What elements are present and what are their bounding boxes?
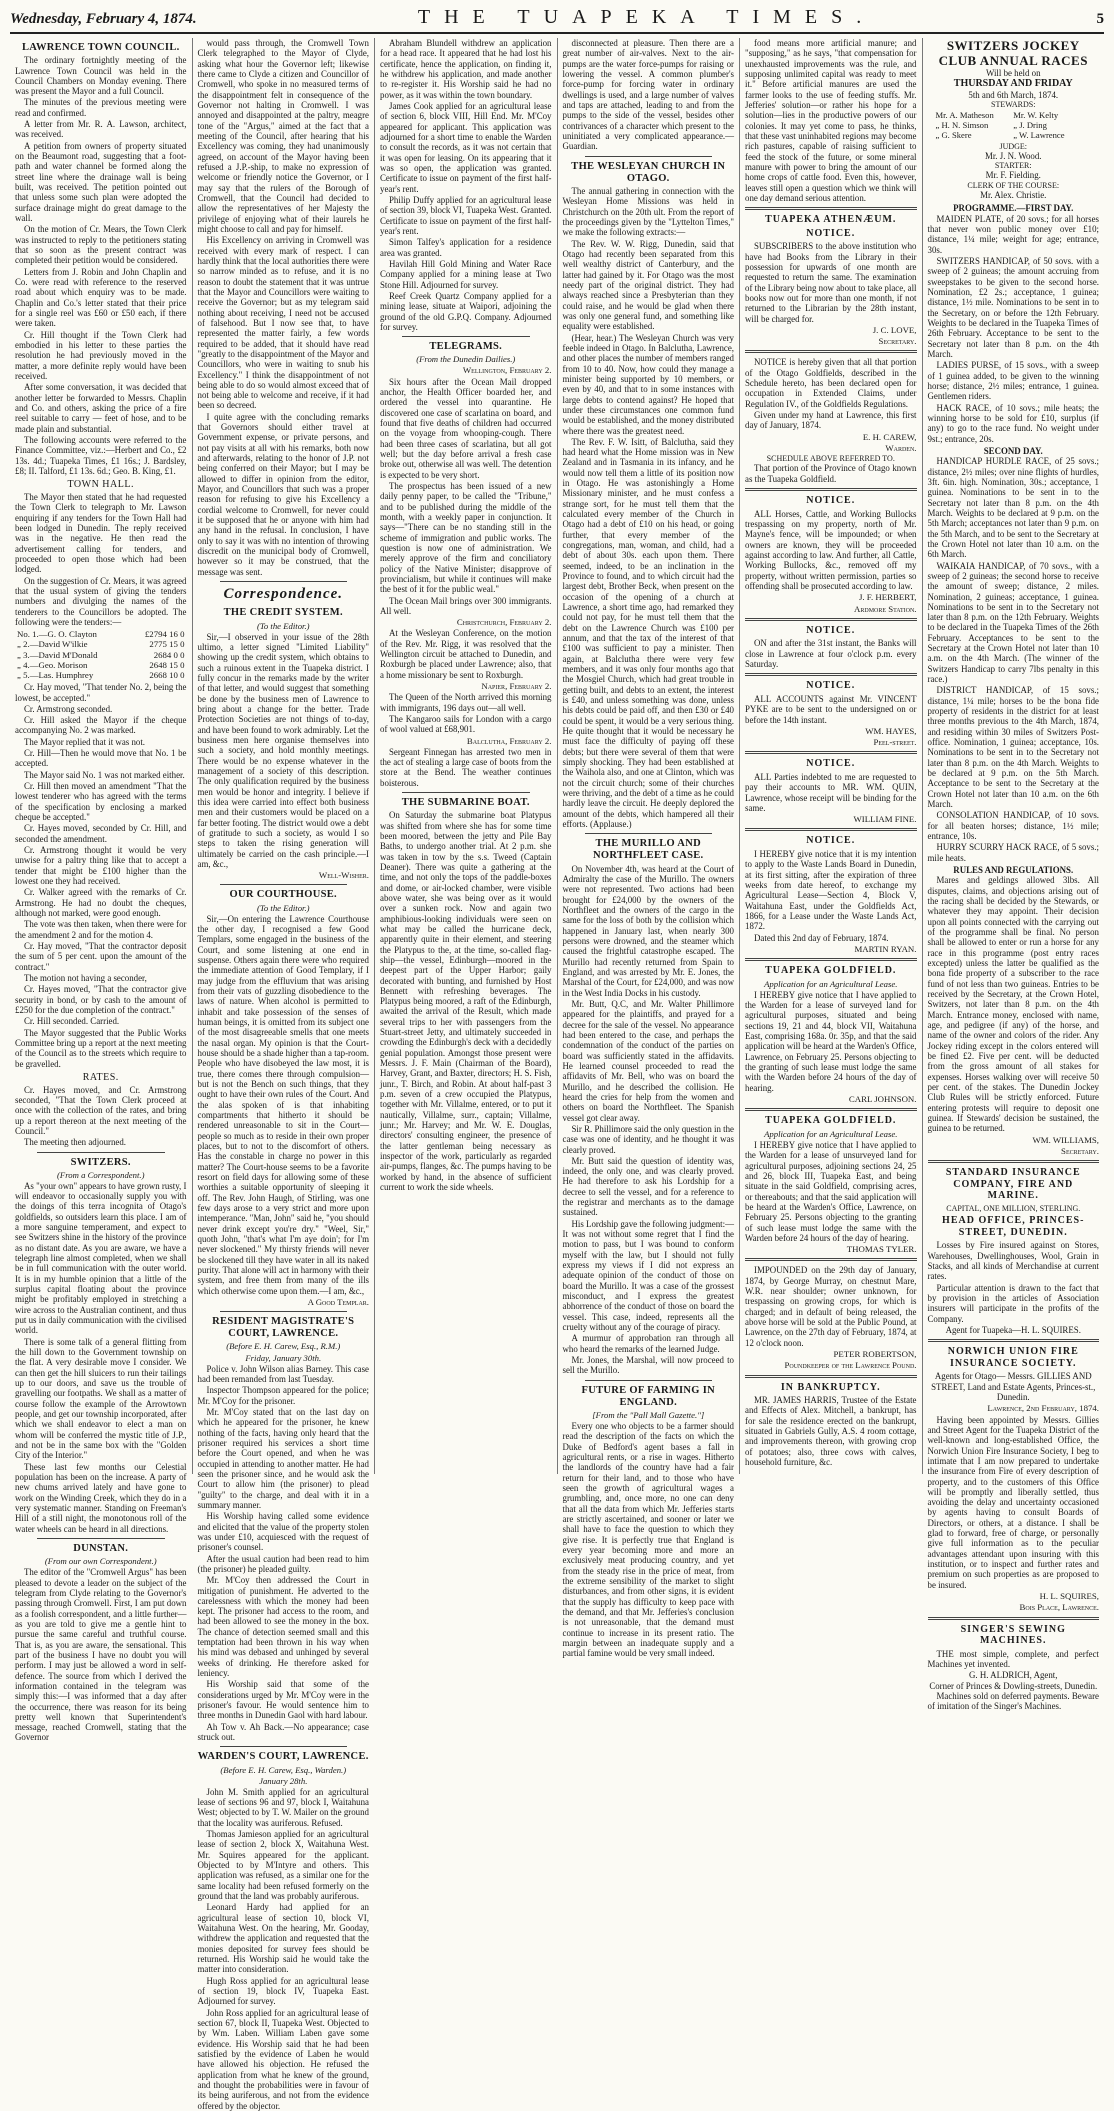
- list-item: Mr. A. Matheson: [935, 109, 994, 120]
- paragraph: NOTICE is hereby given that all that portion of the Otago Goldfields, described in the Schedule hereto, has been declared open for occupation in Extended Claims, under Regulation IV., of the Goldfields Regulations.: [745, 357, 917, 409]
- paragraph: After the usual caution had been read to him (the prisoner) he pleaded guilty.: [197, 1553, 369, 1574]
- ad-subtitle: Application for an Agricultural Lease.: [764, 978, 898, 989]
- paragraph: Ah Tow v. Ah Back.—No appearance; case struck out.: [197, 1721, 369, 1743]
- divider: [220, 581, 348, 582]
- dateline: January 28th.: [259, 1775, 308, 1786]
- ad-norwich-title: NORWICH UNION FIRE INSURANCE SOCIETY.: [947, 1346, 1079, 1369]
- starter-heading: STARTER:: [994, 161, 1032, 171]
- tender-name: „ 3.—David M'Donald: [17, 649, 98, 660]
- divider: [745, 673, 917, 676]
- paragraph: Cr. Hayes moved, seconded by Cr. Hill, and seconded the amendment.: [15, 823, 187, 844]
- ad-races-title: SWITZERS JOCKEY CLUB ANNUAL RACES: [938, 38, 1088, 69]
- paragraph: These last few months our Celestial population has been on the increase. A party of new chums arrived lately and have gone to work on the Winding Creek, which they do in a very systematic manner. Standing on Freeman's Hill of a still night, the monotonous roll of the water wheels can be heard in all directions.: [15, 1461, 187, 1534]
- signature: PETER ROBERTSON,: [833, 1349, 917, 1360]
- paragraph: Cr. Walker agreed with the remarks of Cr. Armstrong. He had no doubt the cheques, although not marked, were good enough.: [15, 887, 187, 919]
- dateline: Friday, January 30th.: [245, 1352, 322, 1363]
- paragraph: His Worship said that some of the considerations urged by Mr. M'Coy were in the prisoner's favour. He would sentence him to three months in Dunedin Gaol with hard labour.: [197, 1679, 369, 1721]
- paragraph: food means more artificial manure; and "supposing," as he says, "that compensation for unexhausted improvements was the rule, and supposing unlimited capital was ready to meet it." Before artificial manures are used the farmer looks to the use of feeding stuffs. Mr. Jefferies' solution—or rather his hope for a solution—lies in the productive powers of our colonies. It may yet come to pass, he thinks, that these vast uninhabited regions may become rich pastures, capable of raising sufficient to feed the stock of the future, or some mineral manure with power to bring the amount of our home crops of cattle food. Even this, however, leaves still open a question which we think will one day demand serious attention.: [745, 38, 917, 203]
- paragraph: ALL Parties indebted to me are requested to pay their accounts to MR. WM. QUIN, Lawrence, whose receipt will be binding for the same.: [745, 771, 917, 813]
- divider: [928, 1617, 1100, 1620]
- column-4: [557, 38, 740, 1659]
- paragraph: At the Wesleyan Conference, on the motion of the Rev. Mr. Rigg, it was resolved that the Wellington circuit be attached to Dunedin, and Roxburgh be placed under Lawrence; also, that a home missionary be sent to Roxburgh.: [380, 628, 552, 680]
- signature: H. L. SQUIRES,: [1039, 1591, 1099, 1602]
- paragraph: The meeting then adjourned.: [24, 1137, 127, 1148]
- dateline: Wellington, February 2.: [462, 365, 552, 376]
- column-6: [922, 38, 1105, 1712]
- paragraph: The annual gathering in connection with the Wesleyan Home Missions was held in Christchurch on the 20th ult. From the report of the proceedings given by the "Lyttelton Times," we make the following extracts:—: [562, 185, 734, 238]
- paragraph: The minutes of the previous meeting were read and confirmed.: [15, 97, 187, 118]
- paragraph: Cr. Hill then moved an amendment "That the lowest tenderer who has agreed with the terms of the specification by enclosing a marked cheque be accepted.": [15, 781, 187, 823]
- ad-notice-title: NOTICE.: [806, 495, 856, 507]
- paragraph: Simon Talfey's application for a residence area was granted.: [380, 237, 552, 258]
- headline-murillo-case: THE MURILLO AND NORTHFLEET CASE.: [593, 838, 704, 862]
- list-item: „ H. N. Simson: [935, 119, 989, 130]
- signature-title: Secretary.: [878, 336, 917, 347]
- paragraph: Cr. Hayes moved, and Cr. Armstrong seconded, "That the Town Clerk proceed at once with the collection of the rates, and bring up a report thereon at the next meeting of the Council.": [15, 1084, 187, 1136]
- signature: MARTIN RYAN.: [854, 943, 917, 954]
- ad-notice-title: NOTICE.: [806, 624, 856, 636]
- races-when: Will be held on: [985, 68, 1041, 79]
- headline-submarine-boat: THE SUBMARINE BOAT.: [401, 797, 530, 809]
- paragraph: Mares and geldings allowed 3lbs. All disputes, claims, and objections arising out of the racing shall be decided by the Stewards, or whatever they may appoint. Their decision upon all points connected with the carrying out of the programme shall be final. No person shall be allowed to enter or run a horse for any race in this programme (post entry races excepted) unless the latter be qualified as the bona fide property of a subscriber to the race fund of not less than two guineas. Entries to be received by the Secretary, at the Crown Hotel, Switzers, not later than 8 p.m. on the 4th March. Entrance money, enclosed with name, age, and pedigree (if any) of the horse, and name of the owner and colors of the rider. Any Jockey riding except in the colors entered will be fined £2. Five per cent. will be deducted from the gross amount of all stakes for expenses. Horses walking over will receive 50 per cent. of the stakes. The Dunedin Jockey Club Rules will be strictly enforced. Future entering protests will require to deposit one guinea. If Stewards' decision be sustained, the guinea to be returned.: [927, 875, 1099, 1134]
- paragraph: His Worship having called some evidence and elicited that the value of the property stolen was under £10, acquiesced with the request of prisoner's counsel.: [197, 1511, 369, 1553]
- paragraph: The Queen of the North arrived this morning with immigrants, 196 days out—all well.: [380, 692, 552, 713]
- paragraph: On the suggestion of Cr. Mears, it was agreed that the usual system of giving the tenders numbers and divulging the names of the tenderers to the Councillors be adopted. The following were the tenders:—: [15, 575, 187, 627]
- paragraph: The following accounts were referred to the Finance Committee, viz.:—Herbert and Co., £2 13s. 4d.; Tuapeka Times, £1 16s.; J. Bardsley, £8; II. Talford, £1 13s. 6d.; Geo. B. King, £1.: [15, 434, 187, 476]
- table-row: [15, 660, 187, 670]
- paragraph: ALL Horses, Cattle, and Working Bullocks trespassing on my property, north of Mr. Mayne's fence, will be impounded; or when owners are known, they will be proceeded against according to law. And further, all Cattle, Working Bullocks, &c., removed off my property, without written permission, parties so offending shall be prosecuted according to law.: [745, 508, 917, 591]
- stewards-list: [936, 111, 1092, 141]
- divider: [745, 488, 917, 491]
- paragraph: The motion not having a seconder,: [24, 973, 147, 984]
- paragraph: After some conversation, it was decided that another letter be forwarded to Messrs. Chaplin and Co. and others, asking the price of a fire reel suitable to carry — feet of hose, and to be made plain and substantial.: [15, 382, 187, 434]
- divider: [220, 884, 348, 885]
- race-entry: MAIDEN PLATE, of 20 sovs.; for all horses that never won public money over £10; distance, 1¼ mile; weight for age; entrance, 30s.: [927, 213, 1099, 255]
- races-days: THURSDAY AND FRIDAY: [953, 78, 1073, 90]
- paragraph: The editor of the "Cromwell Argus" has been pleased to devote a leader on the subject of the telegram from Clyde relating to the Governor's passing through Cromwell. First, I am put down as a foolish correspondent, and a little further—as you are told to give me a gentle hint to pursue the same careful and truthful course. That is, as you are aware, the sensational. This part of the business I have no doubt you will perform. I may just be allowed a word in self-defence. The source from which I derived the information contained in the telegram was simply this:—I was informed that a day after the occurrence, there was reason for its being pretty well known that Superintendent's message, reached Cromwell, stating that the Governor: [15, 1567, 187, 1743]
- paragraph: I HEREBY give notice that it is my intention to apply to the Waste Lands Board in Dunedin, at its first sitting, after the expiration of three weeks from date hereof, to exchange my Agricultural Lease—Section 4, Block V, Waitahuna East, under the Goldfields Act, 1866, for a Lease under the Waste Lands Act, 1872.: [745, 848, 917, 932]
- paragraph: Cr. Hill asked the Mayor if the cheque accompanying No. 2 was marked.: [15, 715, 187, 736]
- paragraph: The Mayor then stated that he had requested the Town Clerk to telegraph to Mr. Lawson enquiring if any tenders for the Town Hall had been lodged in Dunedin. The reply received was in the negative. He then read the advertisement calling for tenders, and proceeded to open those which had been lodged.: [15, 491, 187, 575]
- paragraph: A murmur of approbation ran through all who heard the remarks of the learned Judge.: [562, 1333, 734, 1354]
- byline: (From a Correspondent.): [57, 1169, 145, 1180]
- signature: Well-Wisher.: [318, 870, 369, 881]
- paragraph: Mr. M'Coy then addressed the Court in mitigation of punishment. He adverted to the carelessness with which the money had been kept. The prisoner had access to the room, and had been allowed to see the money in the box. The chance of detection seemed small and this temptation had been thrown in his way when his mind was debased and unhinged by several weeks of drinking. He therefore asked for leniency.: [197, 1575, 369, 1679]
- paragraph: On November 4th, was heard at the Court of Admiralty the case of the Murillo. The owners were not represented. Two actions had been brought for £24,000 by the owners of the Northfleet and the owners of the cargo in the same for the loss of both by the collision which happened in January last, when nearly 300 persons were drowned, and the steamer which caused the frightful catastrophe escaped. The Murillo had recently returned from Spain to England, and was arrested by Mr. E. Jones, the Marshal of the Court, for £24,000, and was now in the West India Docks in his custody.: [562, 863, 734, 998]
- paragraph: Particular attention is drawn to the fact that by provision in the articles of Association insurers will participate in the profits of the Company.: [927, 1282, 1099, 1324]
- paragraph: I quite agree with the concluding remarks that Governors should either travel at Government expense, or private persons, and not pay visits at all with his remarks, both now and afterwards, relating to the honor of J.P. not being conferred on their Mayor; but I may be allowed to differ in opinion from the editor, Mayor, and Councillors that such was a proper reason for refusing to give his Excellency a cordial welcome to Cromwell, for never could it be supposed that he or anyone with him had any hand in the refusal. In conclusion, I have only to say it was with no intention of throwing discredit on the municipal body of Cromwell, however so it may be construed, that the message was sent.: [197, 411, 369, 577]
- race-entry: WAIKAIA HANDICAP, of 70 sovs., with a sweep of 2 guineas; the second horse to receive the amount of sweep; distance, 2 miles. Nomination, 2 guineas; acceptance, 1 guinea. Nominations to be sent in to the Secretary not later than 8 p.m. on the 12th February. Weights to be declared in the Tuapeka Times of the 26th February. Acceptances to be sent to the Secretary at the Crown Hotel not later than 10 a.m. on the 4th March. (The winner of the Switzers Handicap to carry 7lbs penalty in this race.): [927, 560, 1099, 685]
- paragraph: That portion of the Province of Otago known as the Tuapeka Goldfield.: [745, 463, 917, 484]
- divider: [220, 1746, 348, 1747]
- headline-wesleyan-church: THE WESLEYAN CHURCH IN OTAGO.: [571, 160, 726, 184]
- list-item: „ W. Lawrence: [1013, 129, 1065, 140]
- divider: [37, 1152, 165, 1153]
- byline: (Before E. H. Carew, Esq., R.M.): [226, 1341, 341, 1352]
- signature: CARL JOHNSON.: [848, 1094, 917, 1105]
- tender-name: „ 2.—David W'ilkie: [17, 639, 88, 650]
- ad-goldfield-title: TUAPEKA GOLDFIELD.: [765, 1115, 897, 1127]
- tender-name: „ 5.—Las. Humphrey: [17, 669, 94, 680]
- signature-title: Peel-street.: [873, 737, 917, 748]
- race-entry: CONSOLATION HANDICAP, of 10 sovs. for all beaten horses; distance, 1½ mile; entrance, 10s.: [927, 810, 1099, 842]
- judge-name: Mr. J. N. Wood.: [984, 150, 1042, 161]
- ad-notice-title: NOTICE.: [806, 680, 856, 692]
- column-2: [192, 38, 375, 2111]
- headline-future-of-farming: FUTURE OF FARMING IN ENGLAND.: [581, 1384, 715, 1408]
- paragraph: Sergeant Finnegan has arrested two men in the act of stealing a large case of boots from the store at the Bend. The weather continues boisterous.: [380, 746, 552, 788]
- paragraph: I HEREBY give notice that I have applied to the Warden for a lease of surveyed land for agricultural purposes, situated and being sections 19, 21 and 44, block VII, Waitahuna East, comprising 168a. 0r. 35p, and that the said application will be heard at the Warden's Office, Lawrence, on February 25. Persons objecting to the granting of such lease must lodge the same with the Warden before 24 hours of the day of hearing.: [745, 989, 917, 1093]
- paragraph: Mr. Butt said the question of identity was, indeed, the only one, and was clearly proved. He had therefore to ask his Lordship for a decree to sell the vessel, and for a reference to the registrar and merchants as to the damage sustained.: [562, 1155, 734, 1218]
- races-dates: 5th and 6th March, 1874.: [968, 90, 1059, 101]
- signature: J. F. HERBERT,: [858, 592, 917, 603]
- paragraph: Six hours after the Ocean Mail dropped anchor, the Health Officer boarded her, and ordered the vessel into quarantine. He discovered one case of scarlatina on board, and found that five deaths of children had occurred on the voyage from whooping-cough. There had been three cases of scarlatina, but all got well; but the day before arrival a fresh case broke out, otherwise all was well. The detention is expected to be very short.: [380, 376, 552, 480]
- paragraph: The Rev. F. W. Isitt, of Balclutha, said they had heard what the Home mission was in New Zealand and in Tasmania in its infancy, and he would now tell them a little of its position now in Otago. He was astonishingly a Home Missionary minister, and he must confess a strange sort, for he must tell them that the calculated every member of the Church in Otago had a debt of £10 on his head, or going further, that every member of the congregations, man, woman, and child, had a debt of about 30s. each upon them. There seemed, indeed, to be an inclination in the Province to found, and to which circuit had the largest debt, Brother Beck, when present on the occasion of the opening of a church at Lawrence, a short time ago, had remarked they could not pay, for he must tell them that the debt on the Lawrence Church was £100 per annum, and that the tax of the interest of that £100 was sufficient to pay a minister. Then again, at Balclutha there were very few members, and it was only four months ago that the Mosgiel Church, which had great trouble in getting built, and debts to an extent, the interest is £40, and unless something was done, unless his debts could be paid off, and then £30 or £40 could be spent, it would be a very serious thing. He quite thought that it would be necessary he must face the difficulty of paying off these debts; but there were several of them that were simply shocking. They had been established at the Waihola also, and one at Clinton, which was not the circuit church; some of their churches were thriving, and the debt of a time as he could hardly leave the circuit. He deeply deplored the amount of the debts, which hampered all their efforts. (Applause.): [562, 436, 734, 829]
- paragraph: Sir R. Phillimore said the only question in the case was one of identity, and he thought it was clearly proved.: [562, 1123, 734, 1155]
- paragraph: Mr. Butt, Q.C, and Mr. Walter Phillimore appeared for the plaintiffs, and prayed for a decree for the sale of the vessel. No appearance had been entered to the case, and perhaps the condemnation of the conduct of the parties on board was sufficiently stated in the affidavits. He learned counsel proceeded to read the affidavits of Mr. Bell, who was on board the Murillo, and he described the collision. He heard the cries for help from the women and others on board the Northfleet. The Spanish vessel got clear away.: [562, 998, 734, 1123]
- ad-notice-title: NOTICE.: [806, 227, 856, 239]
- headline-rm-court: RESIDENT MAGISTRATE'S COURT, LAWRENCE.: [212, 1316, 355, 1340]
- signature-title: Poundkeeper of the Lawrence Pound.: [784, 1360, 917, 1371]
- masthead: [10, 6, 1104, 34]
- dateline: Christchurch, February 2.: [456, 617, 552, 628]
- insurance-office: HEAD OFFICE, PRINCES-STREET, DUNEDIN.: [942, 1215, 1085, 1238]
- signature: E. H. CAREW,: [862, 431, 917, 442]
- paragraph: Hugh Ross applied for an agricultural lease of section 19, block IV, Tuapeka East. Adjourned for survey.: [197, 1975, 369, 2007]
- divider: [585, 833, 713, 834]
- headline-town-council: LAWRENCE TOWN COUNCIL.: [21, 42, 180, 53]
- page-number: 5: [1096, 11, 1104, 27]
- divider: [745, 751, 917, 754]
- paragraph: Abraham Blundell withdrew an application for a head race. It appeared that he had lost his certificate, hence the application, on finding it, he withdrew his application, and made another to re-register it. His Worship said he had no power, as it was within the town boundary.: [380, 38, 552, 100]
- column-1: [10, 38, 192, 1743]
- paragraph: IMPOUNDED on the 29th day of January, 1874, by George Murray, on chestnut Mare, W.R. near shoulder; owner unknown, for trespassing on growing crops, for which is charged; and in default of being released, the above horse will be sold at the Public Pound, at Lawrence, on the 27th day of February, 1874, at 12 o'clock noon.: [745, 1265, 917, 1348]
- ad-athenaeum-title: TUAPEKA ATHENÆUM.: [765, 214, 897, 226]
- divider: [585, 1380, 713, 1381]
- paragraph: THE most simple, complete, and perfect Machines yet invented.: [927, 1648, 1099, 1670]
- list-item: Mr. W. Kelty: [1013, 109, 1059, 120]
- divider: [928, 1160, 1100, 1163]
- paragraph: Every one who objects to be a farmer should read the description of the facts on which the Duke of Bedford's agent bases a fall in agricultural rents, or a rise in wages. Hitherto the landlords of the country have had a fair return for their land, and to those who have seen the growth of agricultural wages a grumbling, and, once more, no one can deny that all the data from which Mr. Jefferies starts are strictly ascertained, and sooner or later we shall have to face the question to which they give rise. It is perfectly true that England is every year becoming more and more an exclusively meat producing country, and yet from the steady rise in the price of meat, from the extreme sensibility of the market to slight disturbances, and from other signs, it is evident that the supply has difficulty to keep pace with the demand, and that Mr. Jefferies's conclusion is not unreasonable, that the demand must continue to increase in its present ratio. The margin between an inadequate supply and a partial famine would be very small indeed.: [562, 1421, 734, 1659]
- subhead-town-hall: TOWN HALL.: [67, 479, 134, 491]
- divider: [402, 792, 530, 793]
- headline-wardens-court: WARDEN'S COURT, LAWRENCE.: [197, 1751, 369, 1763]
- paragraph: ON and after the 31st instant, the Banks will close in Lawrence at four o'clock p.m. every Saturday.: [745, 638, 917, 669]
- signature-title: Bois Place, Lawrence.: [1019, 1602, 1099, 1613]
- paragraph: The Rev. W. W. Rigg, Dunedin, said that Otago had recently been separated from this well wealthy district of Canterbury, and the latter had gained by it. For Otago was the most needy part of the original district. They had always reached since a Presbyterian than they could raise, and he would be glad when there was only one general fund, and something like equality were established.: [562, 238, 734, 332]
- tenders-table: [15, 629, 187, 680]
- paragraph: SUBSCRIBERS to the above institution who have had Books from the Library in their possession for upwards of one month are requested to return the same. The examination of the Library being now about to take place, all books now out for more than one month, if not returned to the Librarian by the 28th instant, will be charged for.: [745, 241, 917, 324]
- insurance-agent: Agent for Tuapeka—H. L. SQUIRES.: [945, 1324, 1081, 1335]
- paragraph: Thomas Jamieson applied for an agricultural lease of section 2, block X, Waitahuna West. Mr. Squires appeared for the applicant. Objected to by M'Intyre and others. This application was refused, as a similar one for the same locality had been refused formerly on the ground that the land was probably auriferous.: [197, 1829, 369, 1902]
- paragraph: Sir,—I observed in your issue of the 28th ultimo, a letter signed "Limited Liability" showing up the credit system, which obtains to such a ruinous extent in the Tuapeka district. I fully concur in the remarks made by the writer of that letter, and would suggest that something be done by the business men of Lawrence to bring about a change for the better. Trade Protection Societies are not things of to-day, and have been found to work admirably. Let the business men here organise themselves into such a society, and hold monthly meetings. There would be no expense whatever in the management of a society of this description. The only qualification required by the business men would be honor and integrity. I believe if this idea were carried into effect both business men and their customers would be placed on a far better footing. The district would owe a debt of gratitude to such a society, as would I so steps to taken the rising generation will ultimately be carried on the cash principle.—I am, &c.,: [197, 631, 369, 869]
- schedule-heading: SCHEDULE ABOVE REFERRED TO.: [766, 454, 895, 464]
- signature-title: Secretary.: [1061, 1145, 1099, 1156]
- paragraph: James Cook applied for an agricultural lease of section 6, block VIII, Hill End. Mr. M'Coy appeared for applicant. This application was adjourned for a short time to enable the Warden to consult the records, as it was not certain that it was open for leasing. On its appearing that it was so open, the application was granted. Certificate to issue on payment of the first half-year's rent.: [380, 100, 552, 194]
- clerk-name: Mr. Alex. Christie.: [980, 190, 1047, 201]
- headline-switzers: SWITZERS.: [70, 1156, 131, 1168]
- signature: J. C. LOVE,: [872, 325, 917, 336]
- column-3: [374, 38, 557, 1474]
- race-entry: LADIES PURSE, of 15 sovs., with a sweep of 1 guinea added, to be given to the winning horse; distance, 2½ miles; entrance, 1 guinea. Gentlemen riders.: [927, 360, 1099, 402]
- paragraph: As "your own" appears to have grown rusty, I will endeavor to occasionally supply you with the doings of this terra incognita of Otago's goldfields, so outsiders learn this place. I am of a more sanguine temperament, and expect to see Switzers shine in the history of the province as no distant date. As you are aware, we have a telegraph line almost completed, when we shall be in full communication with the outer world. It is in my humble opinion that a little of the surplus capital floating about the province might be profitably employed in stretching a wire across to the Australian continent, and thus put us in daily communication with the civilised world.: [15, 1180, 187, 1336]
- divider: [585, 156, 713, 157]
- subhead-rates: RATES.: [82, 1071, 119, 1083]
- clerk-heading: CLERK OF THE COURSE:: [967, 180, 1060, 190]
- paragraph: His Excellency on arriving in Cromwell was received with every mark of respect. I can hardly think that the local authorities there were so narrow minded as to refuse, and it is no reason to doubt the statement that it was untrue that the Mayor and Councillors were waiting to receive the Governor; but as my telegram said nothing about receiving, I need not be accused of falsehood. But I now see that, to have represented the matter fairly, a few words required to be added, that it should have read "greatly to the disappointment of the Mayor and Councillors, who were in waiting to snub his Excellency." I think the disappointment of not being able to do so would almost exceed that of not being able to welcome and receive, if it had been so decreed.: [197, 235, 369, 411]
- newspaper-title: THE TUAPEKA TIMES.: [417, 6, 876, 28]
- judge-heading: JUDGE:: [999, 141, 1028, 151]
- headline-courthouse: OUR COURTHOUSE.: [229, 889, 337, 901]
- paragraph: The ordinary fortnightly meeting of the Lawrence Town Council was held in the Council Chambers on Monday evening. There was present the Mayor and a full Council.: [15, 55, 187, 97]
- dateline: Lawrence, 2nd February, 1874.: [987, 1403, 1099, 1414]
- paragraph: Given under my hand at Lawrence, this first day of January, 1874.: [745, 410, 917, 431]
- race-entry: DISTRICT HANDICAP, of 15 sovs.; distance, 1¼ mile; horses to be the bona fide property of residents in the district for at least three months previous to the 4th March, 1874, and residing within 30 miles of Switzers Post-office. Nomination, 1 guinea; acceptance, 10s. Nominations to be sent in to the Secretary not later than 8 p.m. on the 4th March. Weights to be declared at 9 p.m. on the 5th March. Acceptance to be sent to the Secretary at the Crown Hotel not later than 10 a.m. on the 6th March.: [927, 685, 1099, 810]
- table-row: [15, 650, 187, 660]
- paragraph: Cr. Hay moved, "That the contractor deposit the sum of 5 per cent. upon the amount of the contract.": [15, 941, 187, 972]
- paragraph: ALL ACCOUNTS against Mr. VINCENT PYKE are to be sent to the undersigned on or before the 14th instant.: [745, 693, 917, 725]
- paragraph: Police v. John Wilson alias Barney. This case had been remanded from last Tuesday.: [197, 1363, 369, 1384]
- paragraph: Machines sold on deferred payments. Beware of imitation of the Singer's Machines.: [927, 1691, 1099, 1712]
- race-entry: HACK RACE, of 10 sovs.; mile heats; the winning horse to be sold for £10, surplus (if any) to go to the race fund. No weight under 9st.; entrance, 20s.: [927, 402, 1099, 444]
- signature-title: Ardmore Station.: [854, 603, 917, 614]
- tender-amount: 2684 0 0: [153, 649, 185, 660]
- race-entry: SWITZERS HANDICAP, of 50 sovs. with a sweep of 2 guineas; the amount accruing from sweepstakes to be given to the second horse. Nomination, £2 2s.; acceptance, 1 guinea; distance, 1½ mile. Nominations to be sent in to the Secretary, on or before the 12th February. Weights to be declared in the Tuapeka Times of 26th February. Acceptance to be sent to the Secretary not later than 8 p.m. on the 4th March.: [927, 256, 1099, 359]
- paragraph: Cr. Armstrong seconded.: [24, 703, 113, 714]
- singer-agent: G. H. ALDRICH, Agent,: [968, 1670, 1058, 1681]
- paragraph: would pass through, the Cromwell Town Clerk telegraphed to the Mayor of Clyde, asking what hour the Governor left; likewise there came to Clyde a citizen and Councillor of Cromwell, who spoke in no measured terms of the disappointment felt in consequence of the Governor not halting in Cromwell. I was annoyed and disappointed at the paltry, meagre tone of the "Argus," aimed at the fact that a meeting of the Council, after hearing that his Excellency was coming, they had unanimously agreed, on account of the Mayor having been refused a J.P.-ship, to make no expression of welcome or friendly notice the Governor, or I may say that the rulers of the Borough of Cromwell, that the Council had decided to allow the representatives of her Majesty the privilege of enjoying what of their laurels he might choose to call and pay for himself.: [197, 38, 369, 234]
- paragraph: MR. JAMES HARRIS, Trustee of the Estate and Effects of Alex. Mitchell, a bankrupt, has for sale the residence erected on the bankrupt, situated in Gabriels Gully, A.S. 4 room cottage, and improvements thereon, with growing crop of potatoes; also, three cows with calves, household furniture, &c.: [745, 1395, 917, 1468]
- paragraph: disconnected at pleasure. Then there are a great number of air-valves. Next to the air-pumps are the water force-pumps for raising or lowering the vessel. A common plumber's force-pump for forcing water in ordinary dwellings is used, and a large number of valves and taps are attached, leading to and from the pumps to the side of the vessel, besides other contrivances of a character which present to the uninitiated a very complicated appearance.—Guardian.: [562, 38, 734, 152]
- divider: [745, 828, 917, 831]
- divider: [402, 336, 530, 337]
- signature: WM. WILLIAMS,: [1032, 1134, 1099, 1145]
- paragraph: Cr. Hill—Then he would move that No. 1 be accepted.: [15, 748, 187, 769]
- paragraph: Dated this 2nd day of February, 1874.: [754, 932, 889, 943]
- divider: [745, 1375, 917, 1378]
- paragraph: Cr. Armstrong thought it would be very unwise for a paltry thing like that to accept a tender that might be £100 higher than the lowest one they had received.: [15, 845, 187, 887]
- section-correspondence: Correspondence.: [223, 586, 344, 603]
- paragraph: John M. Smith applied for an agricultural lease of sections 96 and 97, block I, Waitahuna West; objected to by T. W. Mailer on the ground that the locality was auriferous. Refused.: [197, 1786, 369, 1828]
- divider: [745, 618, 917, 621]
- paragraph: Losses by Fire insured against on Stores, Warehouses, Dwellinghouses, Wool, Grain in Stacks, and all kinds of Merchandise at current rates.: [927, 1240, 1099, 1282]
- tender-amount: £2794 16 0: [144, 629, 185, 640]
- ad-notice-title: NOTICE.: [806, 835, 856, 847]
- signature-title: Warden.: [885, 442, 917, 453]
- issue-date: Wednesday, February 4, 1874.: [10, 11, 197, 27]
- byline: (Before E. H. Carew, Esq., Warden.): [220, 1764, 347, 1775]
- divider: [37, 1538, 165, 1539]
- paragraph: Philip Duffy applied for an agricultural lease of section 39, block VI, Tuapeka West. Granted. Certificate to issue on payment of the first half-year's rent.: [380, 194, 552, 236]
- ad-singer-title: SINGER'S SEWING MACHINES.: [960, 1623, 1066, 1647]
- norwich-agents: Agents for Otago— Messrs. GILLIES AND STREET, Land and Estate Agents, Princes-st., Dunedin.: [931, 1371, 1096, 1402]
- paragraph: The Mayor replied that it was not.: [24, 736, 146, 747]
- paragraph: I HEREBY give notice that I have applied to the Warden for a lease of unsurveyed land for agricultural purposes, adjoining sections 24, 25 and 26, block III, Tuapeka East, and being situate in the said Goldfield, comprising acres, or thereabouts; and that the said application will be heard at the Warden's Office, Lawrence, on February 25. Persons objecting to the granting of such lease must lodge the same with the Warden before 24 hours of the day of hearing.: [745, 1140, 917, 1243]
- divider: [928, 1339, 1100, 1342]
- table-row: [15, 670, 187, 680]
- ad-subtitle: Application for an Agricultural Lease.: [764, 1128, 898, 1139]
- programme-day2-heading: SECOND DAY.: [983, 445, 1043, 456]
- byline: (From the Dunedin Dailies.): [416, 354, 516, 365]
- byline: (To the Editor.): [256, 620, 310, 631]
- paragraph: John Ross applied for an agricultural lease of section 67, block II, Tuapeka West. Objected to by Wm. Laben. William Laben gave some evidence. His Worship said that he had been satisfied by the evidence of Laben he would have allowed his objection. He refused the application from what he knew of the ground, and thought the probabilities were in favour of its being auriferous, and not from the evidence offered by the objector.: [197, 2007, 369, 2111]
- column-5: [739, 38, 922, 1474]
- race-entry: HANDICAP HURDLE RACE, of 25 sovs.; distance, 2½ miles; over nine flights of hurdles, 3ft. 6in. high. Nomination, 30s.; acceptance, 1 guinea. Nominations to be sent in to the Secretary not later than 8 p.m. on the 4th March. Weights to be declared at 9 p.m. on the 5th March; acceptances not later than 9 p.m. on the 5th March, and to be sent to the Secretary at the Crown Hotel not later than 10 a.m. on the 6th March.: [927, 456, 1099, 560]
- paragraph: On the motion of Cr. Mears, the Town Clerk was instructed to reply to the petitioners stating that so soon as the present contract was completed their petition would be considered.: [15, 224, 187, 266]
- divider: [745, 1108, 917, 1111]
- byline: [From the "Pall Mall Gazette."]: [592, 1410, 705, 1421]
- paragraph: Mr. M'Coy stated that on the last day on which he appeared for the prisoner, he knew nothing of the facts, having only heard that the prisoner required his services a short time before the Court opened, and when he was occupied in attending to another matter. He had seen the prisoner since, and he would ask the Court to allow him (the prisoner) to plead "guilty" to the charge, and deal with it in a summary manner.: [197, 1406, 369, 1510]
- paragraph: Leonard Hardy had applied for an agricultural lease of section 10, block VI, Waitahuna West. On the hearing, Mr. Gooday, withdrew the application and requested that the monies deposited for survey fees should be returned. His Worship said he would take the matter into consideration.: [197, 1902, 369, 1975]
- signature: A Good Templar.: [307, 1296, 369, 1307]
- paragraph: Having been appointed by Messrs. Gillies and Street Agent for the Tuapeka District of the well-known and long-established Office, the Norwich Union Fire Insurance Society, I beg to intimate that I am now prepared to undertake the insurance from Fire of every description of property, and to the customers of this Office will be promptly and liberally settled, thus avoiding the delay and uncertainty occasioned by agents having to consult Boards of Directors, or others, at a distance. I shall be glad to forward, free of charge, or personally give full information as to the peculiar advantages attendant upon insuring with this institution, or to inspect and further rates and premium on such properties as are proposed to be insured.: [927, 1414, 1099, 1590]
- paragraph: Reef Creek Quartz Company applied for a mining lease, situate at Waipori, adjoining the ground of the old G.P.Q. Company. Adjourned for survey.: [380, 290, 552, 332]
- paragraph: Letters from J. Robin and John Chaplin and Co. were read with reference to the reserved road about which enquiry was to be made. Chaplin and Co.'s letter stated that their price for a single reel was £60 or £50 each, if there were taken.: [15, 266, 187, 329]
- insurance-capital: CAPITAL, ONE MILLION, STERLING.: [946, 1203, 1081, 1213]
- paragraph: The Kangaroo sails for London with a cargo of wool valued at £68,901.: [380, 713, 552, 735]
- paragraph: A petition from owners of property situated on the Beaumont road, suggesting that a foot-path and water channel be formed along the street line where the drainage wall is being built, was received. The petition pointed out that unless some such plan were adopted the surface drainage might do great damage to the wall.: [15, 140, 187, 224]
- headline-telegrams: TELEGRAMS.: [429, 341, 503, 353]
- divider: [745, 1258, 917, 1261]
- ad-bankruptcy-title: IN BANKRUPTCY.: [780, 1381, 881, 1393]
- race-entry: HURRY SCURRY HACK RACE, of 5 sovs.; mile heats.: [927, 842, 1099, 863]
- paragraph: Havilah Hill Gold Mining and Water Race Company applied for a mining lease at Two Stone Hill. Adjourned for survey.: [380, 258, 552, 290]
- divider: [745, 207, 917, 210]
- paragraph: Cr. Hill seconded. Carried.: [24, 1016, 120, 1027]
- paragraph: Sir,—On entering the Lawrence Courthouse the other day, I recognised a few Good Templars, some engaged in the business of the Court, and some listening at one end in suspense. Others again there were who required the immediate attention of Good Templary, if I may judge from the effluvium that was arising from their vats of guzzling disobedience to the laws of nature. When alcohol is permitted to inhabit and take possession of the senses of human beings, it is omitted from its subject one of the most disagreeable smells that one meets the nasal organ. My opinion is that the Court-house should be a shade higher than a tap-room. People who have disobeyed the law most, it is true, there comes there through compulsion—but is not the Bench on such things, that they ought to have their own rules of the Court. And the alas spoken of is that inhabiting compartments that hitherto it should be rendered unreasonable to sit in the Court—people so much as to reside in their own proper places, but to not to the discomfort of others. Has the constable in charge no power in this matter? The Court-house seems to be a favorite resort on field days for allowing some of these worthies a suitable opportunity of sleeping it off. The Rev. John Haugh, of Stirling, was one few days arose to a very strict and more upon intemperance. "Man, John" said he, "you should never drink except you're dry." "Weel, Sir," quoth John, "that's what I'm aye doin'; for I'm never slockened." My thirsty friends will never be slockened till they have water in all its naked purity. That alone will act in harmony with their system, and free them from many of the ills which otherwise come upon them.—I am, &c.,: [197, 913, 369, 1296]
- divider: [745, 958, 917, 961]
- programme-day1-heading: PROGRAMME.—FIRST DAY.: [953, 203, 1074, 214]
- list-item: „ J. Dring: [1013, 119, 1047, 130]
- paragraph: Mr. Jones, the Marshal, will now proceed to sell the Murillo.: [562, 1355, 734, 1376]
- ad-notice-title: NOTICE.: [806, 758, 856, 770]
- byline: (To the Editor.): [256, 902, 310, 913]
- headline-credit-system: THE CREDIT SYSTEM.: [223, 607, 343, 619]
- singer-address: Corner of Princes & Dowling-streets, Dunedin.: [929, 1680, 1098, 1691]
- tender-name: No. 1.—G. O. Clayton: [17, 629, 97, 640]
- tender-amount: 2668 10 0: [149, 669, 185, 680]
- paragraph: A letter from Mr. R. A. Lawson, architect, was received.: [15, 119, 187, 140]
- headline-dunstan: DUNSTAN.: [73, 1542, 129, 1554]
- signature: WILLIAM FINE.: [853, 814, 917, 825]
- tender-name: „ 4.—Geo. Morison: [17, 659, 88, 670]
- byline: (From our own Correspondent.): [44, 1556, 157, 1567]
- tender-amount: 2775 15 0: [149, 639, 185, 650]
- paragraph: The Mayor suggested that the Public Works Committee bring up a report at the next meeting of the Council as to the streets which require to be gravelled.: [15, 1027, 187, 1069]
- stewards-heading: STEWARDS:: [991, 100, 1036, 110]
- rules-heading: RULES AND REGULATIONS.: [953, 865, 1074, 876]
- paragraph: (Hear, hear.) The Wesleyan Church was very feeble indeed in Otago. In Balclutha, Lawrence, and other places the number of members ranged from 10 to 40. Now, how could they manage a minister being supported by 10 members, or even by 40, and that to in some instances with large debts to contend against? He hoped that under these circumstances one common fund would be established, and the money distributed where there was the greatest need.: [562, 332, 734, 436]
- paragraph: The vote was then taken, when there were for the amendment 2 and for the motion 4.: [15, 919, 187, 940]
- paragraph: Cr. Hayes moved, "That the contractor give security in bond, or by cash to the amount of £250 for the due completion of the contract.": [15, 984, 187, 1016]
- paragraph: The Ocean Mail brings over 300 immigrants. All well.: [380, 595, 552, 616]
- paragraph: The prospectus has been issued of a new daily penny paper, to be called the "Tribune," and to be published during the middle of the month, with a weekly paper in conjunction. It says—"There can be no standing still in the scheme of immigration and public works. The question is now one of administration. We merely approve of the firm and conciliatory policy of the Native Minister; disapprove of provincialism, but while it continues will make the best of it for the public weal.": [380, 480, 552, 595]
- list-item: „ G. Skere: [935, 129, 972, 140]
- ad-goldfield-title: TUAPEKA GOLDFIELD.: [765, 965, 897, 977]
- paragraph: His Lordship gave the following judgment:—It was not without some regret that I find the motion to pass, but I was bound to conform myself with the law, but I should not fully express my views if I did not express an adequate opinion of the conduct of those on board the Murillo. It was a case of the grossest misconduct, and I express the greatest abhorrence of the conduct of those on board the vessel. This case, indeed, represents all the cruelty without any of the courage of piracy.: [562, 1218, 734, 1333]
- paragraph: On Saturday the submarine boat Platypus was shifted from where she has for some time been moored, between the jetty and Pile Bay Baths, to undergo another trial. At 2 p.m. she was taken in tow by the s.s. Tweed (Captain Deaner). There was quite a gathering at the time, and not only the tops of the paddle-boxes and dome, or air-locked chamber, were visible above water, she was being over as it would over a sunken rock. Now and again two amphibious-looking individuals were seen on what may be called the hurricane deck, apparently quite in their element, and steering the Platypus to the, at the time, so-called flag-ship—the vessel, Edinburgh—moored in the deepest part of the Upper Harbor; gaily decorated with bunting, and furnished by Host Bennett with refreshing beverages. The Platypus being moored, a raft of the Edinburgh, awaited the arrival of the Result, which made several trips to her with passengers from the Stuart-street Jetty, and ultimately succeeded in crowding the Edinburgh's deck with a decidedly genial population. Amongst those present were Messrs. J. F. Main (Chairman of the Board), Harvey, Grant, and Baxter, directors; H. S. Fish, junr., T. Birch, and Robin. At about half-past 3 p.m. seven of a crew occupied the Platypus, together with Mr. Villalme, entered, or to put it nautically, Villalme, surr., captain; Villalme, junr.; Mr. Harvey; and Mr. W. E. Douglas, directors' consulting engineer, the presence of the latter gentleman being necessary as inspector of the work, particularly as regarded air-pumps, flanges, &c. The pumps having to be worked by hand, in the absence of sufficient current to work the side wheels.: [380, 810, 552, 1193]
- paragraph: Cr. Hay moved, "That tender No. 2, being the lowest, be accepted.": [15, 682, 187, 703]
- dateline: Balclutha, February 2.: [466, 735, 552, 746]
- ad-insurance-title: STANDARD INSURANCE COMPANY, FIRE AND MARINE.: [945, 1166, 1081, 1202]
- signature: WM. HAYES,: [865, 725, 917, 736]
- divider: [220, 1311, 348, 1312]
- paragraph: Inspector Thompson appeared for the police; Mr. M'Coy for the prisoner.: [197, 1385, 369, 1406]
- signature: THOMAS TYLER.: [846, 1244, 917, 1255]
- paragraph: The Mayor said No. 1 was not marked either.: [24, 769, 185, 780]
- paragraph: There is some talk of a general flitting from the hill down to the Government township on the flat. A very desirable move I consider. We can then get the hill sluicers to run their tailings up to our doors, and save us the trouble of gravelling our footpaths. We shall as a matter of course follow the example of the Arrowtown people, and get our township incorporated, after which we shall endeavor to elect a man on whom will be conferred the mystic title of J.P., and not be in the same box with the "Golden City of the Interior.": [15, 1336, 187, 1461]
- divider: [745, 350, 917, 353]
- table-row: [15, 639, 187, 649]
- paragraph: Cr. Hill thought if the Town Clerk had embodied in his letter to these parties the resolution he had previously moved in the matter, a more definite reply would have been received.: [15, 329, 187, 382]
- tender-amount: 2648 15 0: [149, 659, 185, 670]
- starter-name: Mr. F. Fielding.: [985, 170, 1041, 181]
- table-row: [15, 629, 187, 639]
- dateline: Napier, February 2.: [481, 681, 552, 692]
